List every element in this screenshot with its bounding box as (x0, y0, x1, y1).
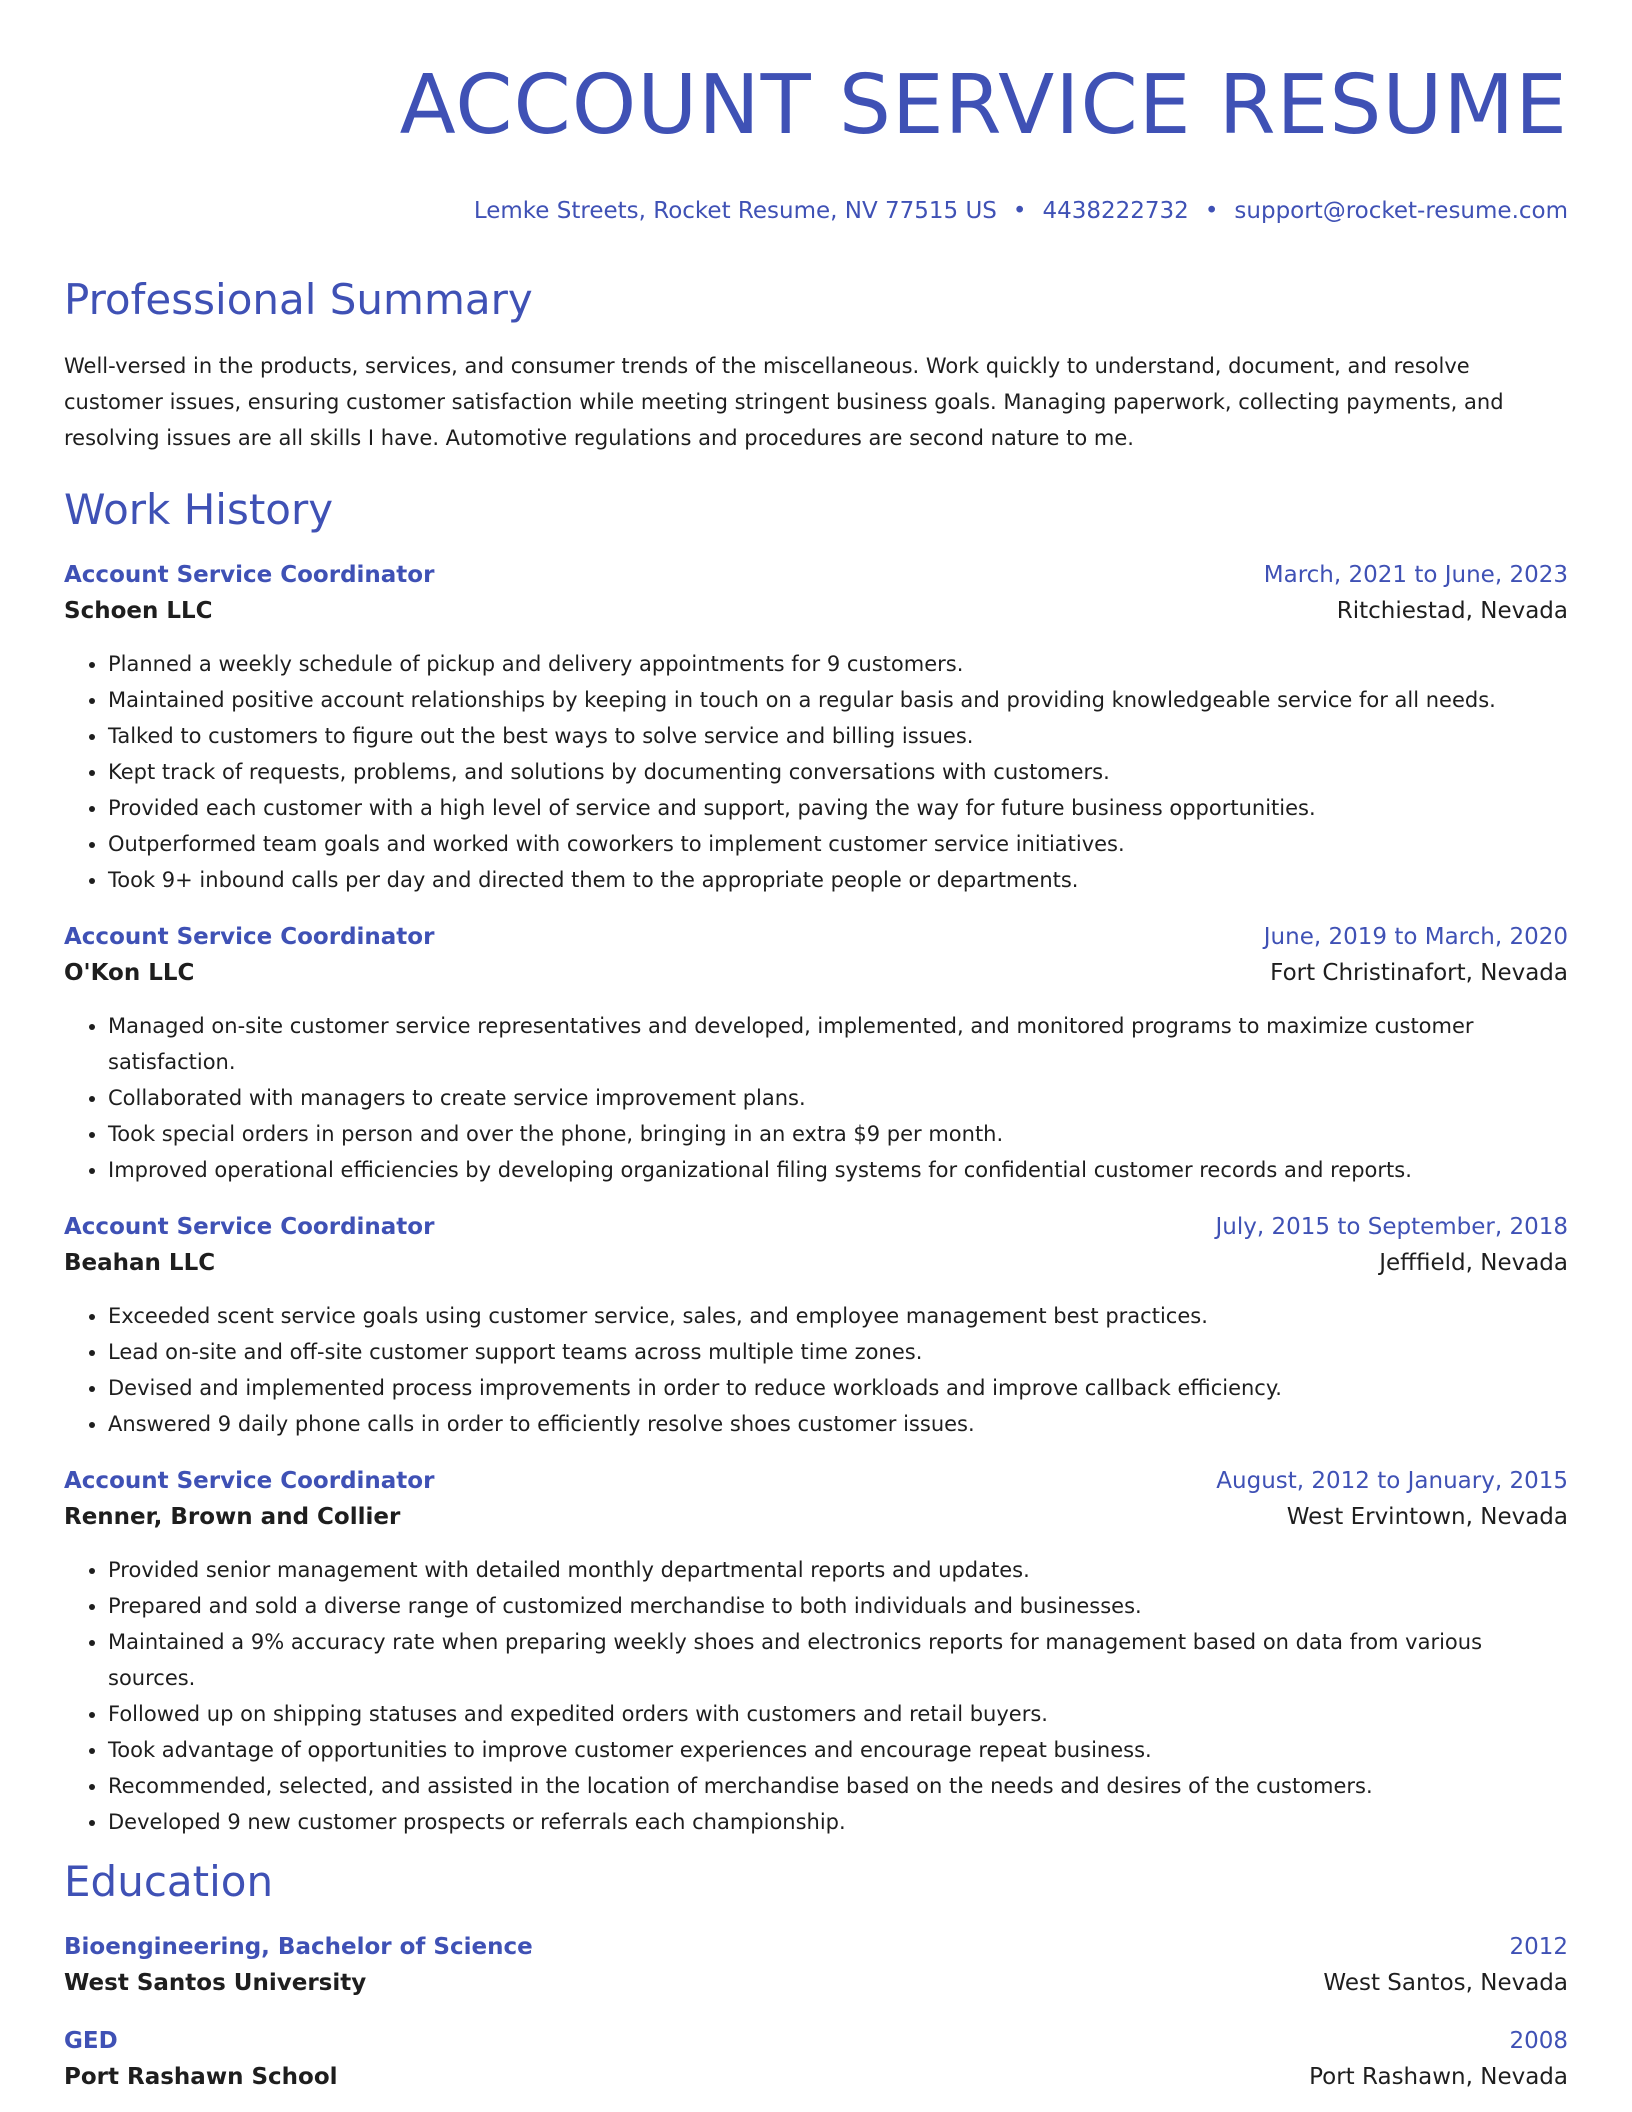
education-degree: GED (64, 2028, 118, 2054)
education-year: 2012 (1509, 1934, 1568, 1960)
education-school: West Santos University (64, 1970, 367, 1996)
job-company-row (64, 1498, 1568, 1536)
job-bullets (64, 1552, 1568, 1840)
job-entry (64, 920, 1568, 1188)
job-bullet-item: • Recommended, selected, and assisted in the location of merchandise based on the needs and desires of the customers. (108, 1768, 1568, 1804)
job-bullet-item: • Provided each customer with a high level of service and support, paving the way for future business opportunities. (108, 790, 1568, 826)
job-location: West Ervintown, Nevada (1286, 1504, 1568, 1530)
job-bullets (64, 1298, 1568, 1442)
job-entry (64, 1210, 1568, 1442)
contact-phone: 4438222732 (1042, 198, 1189, 224)
job-bullet-item: • Took 9+ inbound calls per day and directed them to the appropriate people or departments. (108, 862, 1568, 898)
job-company: Beahan LLC (64, 1250, 216, 1276)
job-dates: June, 2019 to March, 2020 (1263, 924, 1568, 950)
job-company-row (64, 592, 1568, 630)
job-entry (64, 1464, 1568, 1840)
education-location: West Santos, Nevada (1323, 1970, 1568, 1996)
contact-separator: • (1012, 198, 1027, 224)
job-bullet-item: • Maintained positive account relationships by keeping in touch on a regular basis and providing knowledgeable service for all needs. (108, 682, 1568, 718)
education-school-row (64, 1964, 1568, 2002)
job-bullet-item: • Managed on-site customer service representatives and developed, implemented, and monitored programs to maximize customer satisfaction. (108, 1008, 1568, 1080)
job-bullet-item: • Took advantage of opportunities to improve customer experiences and encourage repeat business. (108, 1732, 1568, 1768)
job-title-row (64, 558, 1568, 592)
job-title-row (64, 920, 1568, 954)
education-school: Port Rashawn School (64, 2064, 338, 2090)
education-entry (64, 1930, 1568, 2002)
job-company: Schoen LLC (64, 598, 213, 624)
job-company-row (64, 1244, 1568, 1282)
education-school-row (64, 2058, 1568, 2096)
job-company: O'Kon LLC (64, 960, 195, 986)
job-bullet-item: • Kept track of requests, problems, and solutions by documenting conversations with customers. (108, 754, 1568, 790)
education-heading: Education (64, 1857, 274, 1906)
contact-address: Lemke Streets, Rocket Resume, NV 77515 US (473, 198, 997, 224)
summary-text: Well-versed in the products, services, and consumer trends of the miscellaneous. Work quickly to understand, document, and resolve customer issues, ensuring customer satisfaction while meeting stringent business goals. Managing paperwork, collecting payments, and resolving issues are all skills I have. Automotive regulations and procedures are second nature to me. (64, 354, 1504, 450)
job-bullet-item: • Followed up on shipping statuses and expedited orders with customers and retail buyers. (108, 1696, 1568, 1732)
job-bullet-item: • Exceeded scent service goals using customer service, sales, and employee management best practices. (108, 1298, 1568, 1334)
job-bullet-item: • Developed 9 new customer prospects or referrals each championship. (108, 1804, 1568, 1840)
job-dates: August, 2012 to January, 2015 (1216, 1468, 1568, 1494)
job-bullet-item: • Collaborated with managers to create service improvement plans. (108, 1080, 1568, 1116)
job-bullet-item: • Provided senior management with detailed monthly departmental reports and updates. (108, 1552, 1568, 1588)
job-role: Account Service Coordinator (64, 1214, 435, 1240)
job-dates: March, 2021 to June, 2023 (1263, 562, 1568, 588)
job-bullet-item: • Answered 9 daily phone calls in order to efficiently resolve shoes customer issues. (108, 1406, 1568, 1442)
job-bullet-item: • Maintained a 9% accuracy rate when preparing weekly shoes and electronics reports for management based on data from various sources. (108, 1624, 1568, 1696)
education-list (64, 1930, 1568, 2096)
job-bullet-item: • Outperformed team goals and worked with coworkers to implement customer service initiatives. (108, 826, 1568, 862)
job-title-row (64, 1210, 1568, 1244)
job-company: Renner, Brown and Collier (64, 1504, 401, 1530)
education-degree-row (64, 2024, 1568, 2058)
work-history-heading: Work History (64, 485, 334, 534)
job-entry (64, 558, 1568, 898)
job-location: Jefffield, Nevada (1379, 1250, 1568, 1276)
job-bullets (64, 646, 1568, 898)
job-role: Account Service Coordinator (64, 562, 435, 588)
job-bullet-item: • Prepared and sold a diverse range of customized merchandise to both individuals and businesses. (108, 1588, 1568, 1624)
work-history-list (64, 558, 1568, 1840)
resume-header (64, 56, 1568, 226)
education-degree-row (64, 1930, 1568, 1964)
contact-separator: • (1204, 198, 1219, 224)
education-degree: Bioengineering, Bachelor of Science (64, 1934, 533, 1960)
job-bullet-item: • Improved operational efficiencies by developing organizational filing systems for confidential customer records and reports. (108, 1152, 1568, 1188)
job-dates: July, 2015 to September, 2018 (1215, 1214, 1568, 1240)
job-bullet-item: • Planned a weekly schedule of pickup and delivery appointments for 9 customers. (108, 646, 1568, 682)
job-location: Fort Christinafort, Nevada (1270, 960, 1568, 986)
job-title-row (64, 1464, 1568, 1498)
education-year: 2008 (1509, 2028, 1568, 2054)
job-company-row (64, 954, 1568, 992)
summary-heading: Professional Summary (64, 275, 533, 324)
job-bullet-item: • Took special orders in person and over the phone, bringing in an extra $9 per month. (108, 1116, 1568, 1152)
job-bullets (64, 1008, 1568, 1188)
job-bullet-item: • Lead on-site and off-site customer support teams across multiple time zones. (108, 1334, 1568, 1370)
job-bullet-item: • Talked to customers to figure out the best ways to solve service and billing issues. (108, 718, 1568, 754)
job-location: Ritchiestad, Nevada (1336, 598, 1568, 624)
contact-line (64, 196, 1568, 226)
job-bullet-item: • Devised and implemented process improvements in order to reduce workloads and improve callback efficiency. (108, 1370, 1568, 1406)
resume-title: ACCOUNT SERVICE RESUME (399, 58, 1568, 153)
education-location: Port Rashawn, Nevada (1309, 2064, 1568, 2090)
job-role: Account Service Coordinator (64, 1468, 435, 1494)
education-entry (64, 2024, 1568, 2096)
contact-email[interactable]: support@rocket-resume.com (1234, 198, 1568, 224)
job-role: Account Service Coordinator (64, 924, 435, 950)
